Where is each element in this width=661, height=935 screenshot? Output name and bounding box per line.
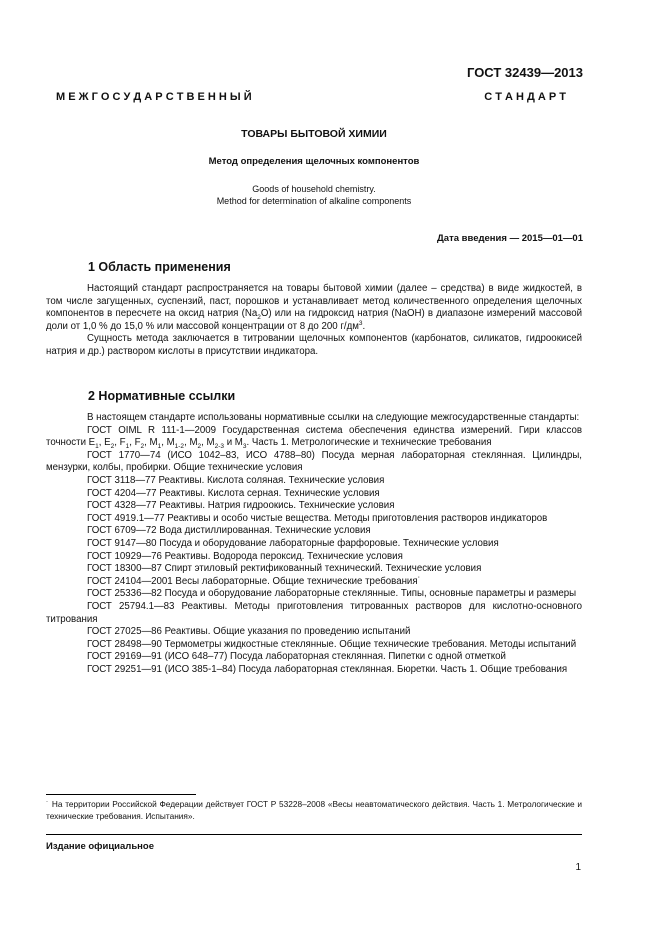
oiml-sep: , F: [129, 437, 141, 449]
oiml-sub: 2-3: [214, 443, 224, 451]
oiml-sub: 1-2: [174, 443, 185, 451]
reference-item: [46, 425, 582, 450]
section-2-body: [46, 412, 582, 676]
reference-item: ГОСТ 29169—91 (ИСО 648–77) Посуда лабораторная стеклянная. Пипетки с одной отметкой: [87, 651, 506, 663]
standard-banner: [56, 91, 566, 103]
oiml-sub: 2: [110, 443, 115, 451]
reference-item: ГОСТ 18300—87 Спирт этиловый ректификованный технический. Технические условия: [87, 563, 482, 575]
edition-divider: [46, 834, 582, 835]
reference-item: ГОСТ 3118—77 Реактивы. Кислота соляная. Технические условия: [87, 474, 385, 486]
reference-item: ГОСТ 27025—86 Реактивы. Общие указания по проведению испытаний: [87, 626, 411, 638]
document-subtitle: Метод определения щелочных компонентов: [208, 156, 420, 167]
scope-text-a: Настоящий стандарт распространяется на товары бытовой химии (далее – средства) в виде жидкостей, в том числе загущенных, суспензий, паст, порошков и устанавливает метод количественного определения щелочных компонентов в пересчете на оксид натрия (Na: [46, 283, 582, 320]
reference-item: ГОСТ 10929—76 Реактивы. Водорода пероксид. Технические условия: [87, 550, 403, 562]
banner-word-standard: С Т А Н Д А Р Т: [484, 91, 566, 103]
document-title: ТОВАРЫ БЫТОВОЙ ХИМИИ: [241, 128, 387, 140]
oiml-sep: , M: [161, 437, 175, 449]
oiml-sub: 3: [242, 443, 247, 451]
reference-item: ГОСТ 1770—74 (ИСО 1042–83, ИСО 4788–80) Посуда мерная лабораторная стеклянная. Цилиндры, мензурки, колбы, пробирки. Общие технические условия: [46, 449, 582, 474]
reference-item: ГОСТ 25794.1—83 Реактивы. Методы приготовления титрованных растворов для кислотно-основного титрования: [46, 600, 582, 625]
reference-item: ГОСТ 29251—91 (ИСО 385-1–84) Посуда лабораторная стеклянная. Бюретки. Часть 1. Общие требования: [87, 663, 568, 675]
reference-item: ГОСТ 4919.1—77 Реактивы и особо чистые вещества. Методы приготовления растворов индикаторов: [87, 512, 548, 524]
oiml-sep: , E: [98, 437, 111, 449]
footnote: ˙ На территории Российской Федерации действует ГОСТ Р 53228–2008 «Весы неавтоматического действия. Часть 1. Метрологические и технические требования. Испытания».: [46, 799, 582, 821]
oiml-sep: и M: [224, 437, 243, 449]
scope-paragraph: [46, 283, 582, 333]
scope-text-b: O) или на гидроксид натрия (NaOH) в диапазоне измерений массовой доли от 1,0 % до 15,0 % или массовой концентрации от 8 до 200 г/дм: [46, 308, 582, 332]
oiml-sub: 1: [95, 443, 99, 451]
method-essence-paragraph: Сущность метода заключается в титровании щелочных компонентов (карбонатов, силикатов, гидроокисей натрия и др.) раствором кислоты в присутствии индикатора.: [46, 333, 582, 357]
introduction-date-label: Дата введения: [437, 233, 507, 244]
oiml-end: . Часть 1. Метрологические и технические требования: [246, 437, 492, 449]
introduction-date-value: — 2015—01—01: [509, 233, 583, 244]
scope-sup: 3: [358, 319, 363, 327]
official-edition-label: Издание официальное: [46, 841, 154, 852]
banner-word-interstate: М Е Ж Г О С У Д А Р С Т В Е Н Н Ы Й: [56, 91, 252, 103]
reference-item: ГОСТ 4204—77 Реактивы. Кислота серная. Технические условия: [87, 487, 380, 499]
scope-end: .: [362, 320, 366, 332]
oiml-sub: 2: [197, 443, 202, 451]
oiml-text: ГОСТ OIML R 111-1—2009 Государственная система обеспечения единства измерений. Гири классов точности E: [46, 424, 582, 449]
oiml-sep: , M: [144, 437, 158, 449]
oiml-sub: 1: [125, 443, 130, 451]
document-code: ГОСТ 32439—2013: [467, 65, 583, 80]
english-title-line-2: Method for determination of alkaline components: [216, 196, 412, 206]
reference-item: ГОСТ 24104—2001 Весы лабораторные. Общие технические требования˙: [87, 575, 421, 587]
reference-item: ГОСТ 6709—72 Вода дистиллированная. Технические условия: [87, 525, 371, 537]
introduction-date: [437, 233, 583, 244]
page-number: 1: [575, 862, 581, 873]
footnote-divider: [46, 794, 196, 795]
section-1-body: [46, 283, 582, 359]
section-2-heading: 2 Нормативные ссылки: [88, 389, 236, 403]
oiml-sep: , M: [201, 437, 215, 449]
scope-sub: 2: [257, 314, 261, 322]
oiml-sub: 2: [140, 443, 145, 451]
reference-item: ГОСТ 4328—77 Реактивы. Натрия гидроокись. Технические условия: [87, 500, 395, 512]
section-1-heading: 1 Область применения: [88, 260, 231, 274]
oiml-sep: , M: [184, 437, 198, 449]
reference-item: ГОСТ 9147—80 Посуда и оборудование лабораторные фарфоровые. Технические условия: [87, 537, 499, 549]
reference-item: ГОСТ 28498—90 Термометры жидкостные стеклянные. Общие технические требования. Методы испытаний: [87, 638, 577, 650]
oiml-sep: , F: [114, 437, 126, 449]
references-intro: В настоящем стандарте использованы нормативные ссылки на следующие межгосударственные стандарты:: [87, 412, 580, 423]
reference-item: ГОСТ 25336—82 Посуда и оборудование лабораторные стеклянные. Типы, основные параметры и размеры: [87, 588, 577, 600]
english-title-line-1: Goods of household chemistry.: [252, 184, 376, 194]
oiml-sub: 1: [157, 443, 162, 451]
english-title: [46, 183, 582, 207]
